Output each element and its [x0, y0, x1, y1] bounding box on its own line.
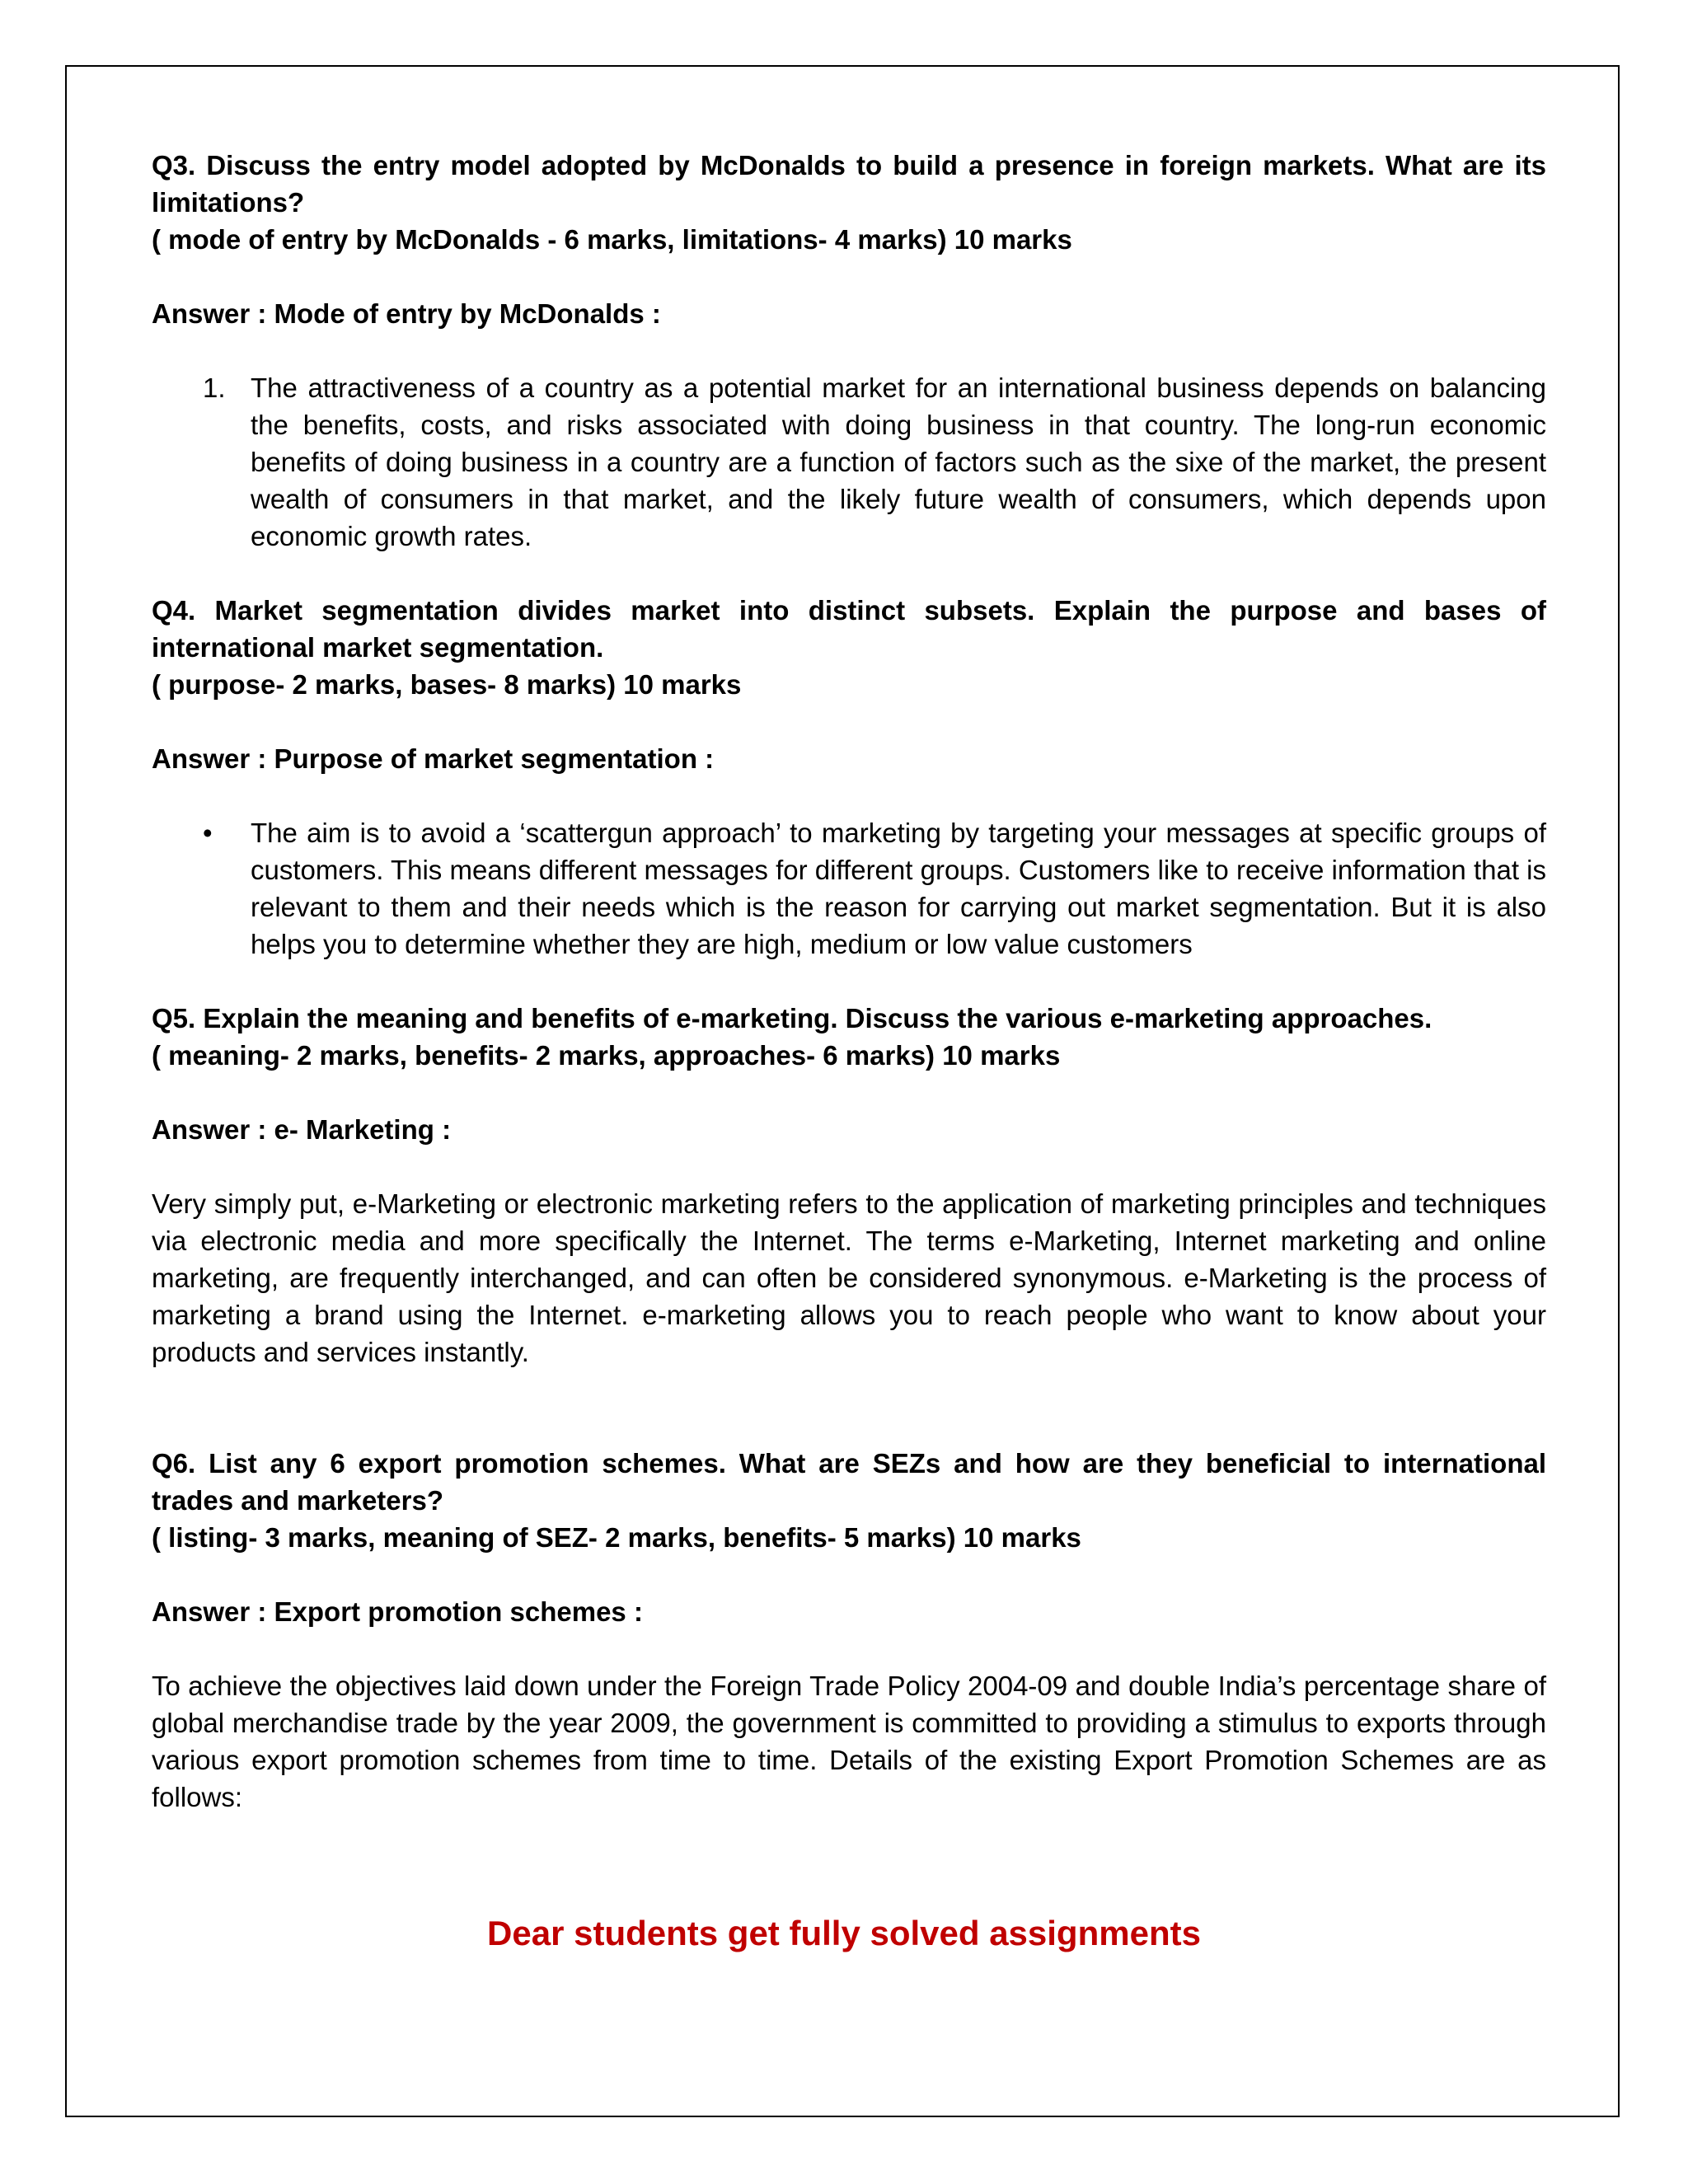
- document-body: [152, 147, 1546, 1853]
- q3-answer-heading: Answer : Mode of entry by McDonalds :: [152, 298, 661, 329]
- q5-answer-paragraph: Very simply put, e-Marketing or electronic marketing refers to the application of marketing principles and techniques via electronic media and more specifically the Internet. The terms e-Marketing, Internet marketing and online marketing, are frequently interchanged, and can often be considered synonymous. e-Marketing is the process of marketing a brand using the Internet. e-marketing allows you to reach people who want to know about your products and services instantly.: [152, 1188, 1546, 1367]
- q4-marks: ( purpose- 2 marks, bases- 8 marks) 10 marks: [152, 669, 742, 700]
- spacer: [152, 1408, 1546, 1445]
- q3-answer-list: [152, 369, 1546, 555]
- q5-question-block: [152, 1000, 1546, 1074]
- list-item: [152, 814, 1546, 963]
- q4-answer-heading: Answer : Purpose of market segmentation :: [152, 743, 715, 774]
- q3-question-block: [152, 147, 1546, 258]
- q5-marks: ( meaning- 2 marks, benefits- 2 marks, approaches- 6 marks) 10 marks: [152, 1040, 1061, 1071]
- q5-question: Q5. Explain the meaning and benefits of e-marketing. Discuss the various e-marketing approaches.: [152, 1003, 1432, 1033]
- q4-question-block: [152, 592, 1546, 703]
- q3-marks: ( mode of entry by McDonalds - 6 marks, limitations- 4 marks) 10 marks: [152, 224, 1072, 255]
- q6-answer-paragraph: To achieve the objectives laid down under the Foreign Trade Policy 2004-09 and double India’s percentage share of global merchandise trade by the year 2009, the government is committed to providing a stimulus to exports through various export promotion schemes from time to time. Details of the existing Export Promotion Schemes are as follows:: [152, 1671, 1546, 1812]
- q6-question: Q6. List any 6 export promotion schemes. What are SEZs and how are they beneficial to international trades and marketers?: [152, 1448, 1546, 1516]
- q3-question: Q3. Discuss the entry model adopted by McDonalds to build a presence in foreign markets. What are its limitations?: [152, 150, 1546, 218]
- q6-marks: ( listing- 3 marks, meaning of SEZ- 2 marks, benefits- 5 marks) 10 marks: [152, 1522, 1081, 1553]
- q3-answer-text: The attractiveness of a country as a potential market for an international business depends on balancing the benefits, costs, and risks associated with doing business in that country. The long-run economic benefits of doing business in a country are a function of factors such as the sixe of the market, the present wealth of consumers in that market, and the likely future wealth of consumers, which depends upon economic growth rates.: [251, 373, 1546, 551]
- bullet-icon: •: [203, 818, 213, 848]
- q4-answer-list: [152, 814, 1546, 963]
- q6-answer-heading: Answer : Export promotion schemes :: [152, 1596, 643, 1627]
- q4-answer-text: The aim is to avoid a ‘scattergun approach’ to marketing by targeting your messages at specific groups of customers. This means different messages for different groups. Customers like to receive information that is relevant to them and their needs which is the reason for carrying out market segmentation. But it is also helps you to determine whether they are high, medium or low value customers: [251, 818, 1546, 959]
- list-item: [152, 369, 1546, 555]
- list-number: 1.: [203, 373, 226, 403]
- q5-answer-heading: Answer : e- Marketing :: [152, 1114, 452, 1145]
- q6-question-block: [152, 1445, 1546, 1556]
- q4-question: Q4. Market segmentation divides market into distinct subsets. Explain the purpose and bases of international market segmentation.: [152, 595, 1546, 663]
- promo-banner-text: Dear students get fully solved assignments: [487, 1914, 1201, 1952]
